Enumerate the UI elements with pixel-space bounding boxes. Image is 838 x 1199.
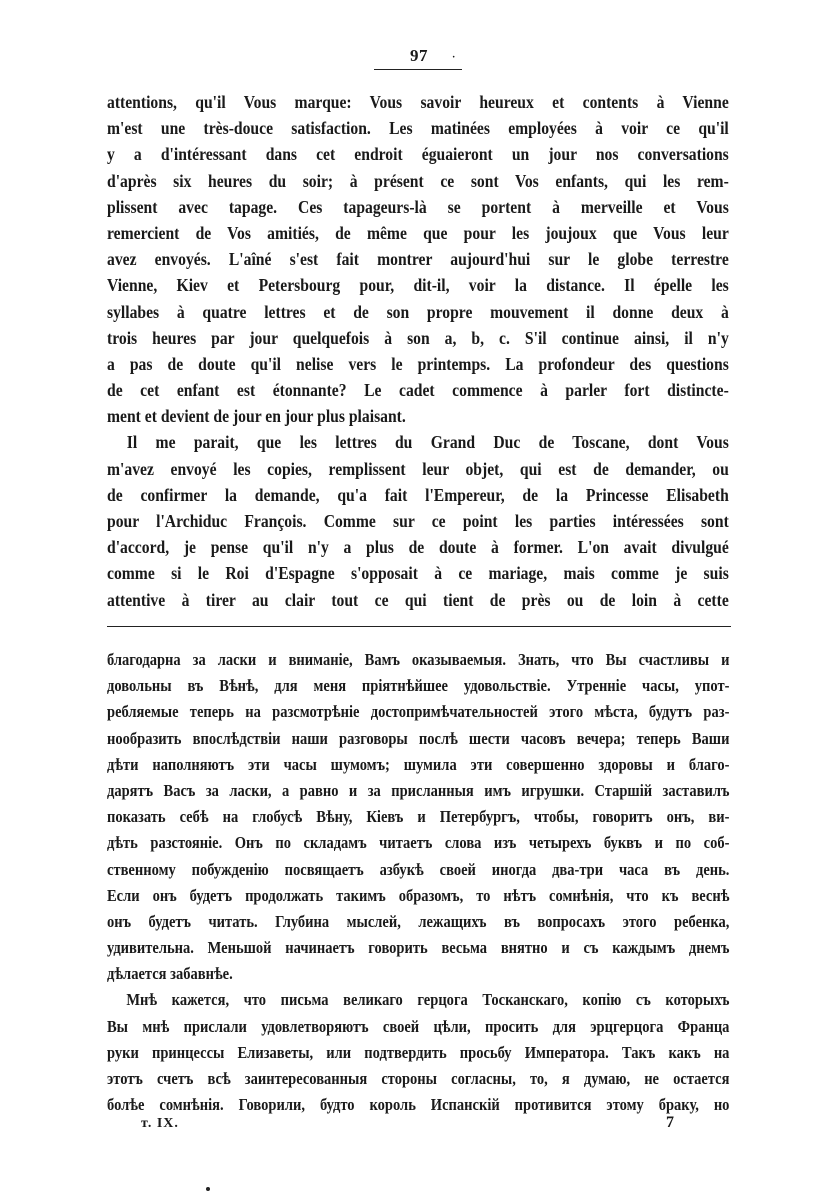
french-text-block (107, 89, 729, 613)
text-line: comme si le Roi d'Espagne s'opposait à ce mariage, mais comme je suis (107, 563, 729, 584)
page-number-mark: · (452, 52, 456, 63)
text-line: дѣти наполняютъ эти часы шумомъ; шумила эти совершенно здоровы и благо- (107, 754, 730, 774)
text-line: attentive à tirer au clair tout ce qui tient de près ou de loin à cette (107, 589, 729, 610)
volume-signature: т. IX. (141, 1116, 179, 1131)
text-line: de cet enfant est étonnante? Le cadet commence à parler fort distincte- (107, 380, 729, 401)
text-line: de confirmer la demande, qu'a fait l'Empereur, de la Princesse Elisabeth (107, 484, 729, 505)
text-line: Мнѣ кажется, что письма великаго герцога Тосканскаго, копію съ которыхъ (126, 990, 730, 1010)
text-line: болѣе сомнѣнія. Говорили, будто король Испанскій противится этому браку, но (107, 1095, 730, 1115)
header-rule (374, 69, 462, 70)
text-line: нообразить впослѣдствіи наши разговоры послѣ шести часовъ вечера; теперь Ваши (107, 728, 730, 748)
text-line: этотъ счетъ всѣ заинтересованныя стороны согласны, то, я думаю, не остается (107, 1069, 730, 1088)
text-line: Vienne, Kiev et Petersbourg pour, dit-il, voir la distance. Il épelle les (107, 275, 729, 296)
text-line: a pas de doute qu'il nelise vers le printemps. La profondeur des questions (107, 353, 729, 374)
text-line: plissent avec tapage. Ces tapageurs-là se portent à merveille et Vous (107, 196, 729, 217)
page-number (0, 46, 838, 66)
text-line: довольны въ Вѣнѣ, для меня пріятнѣйшее удовольствіе. Утренніе часы, упот- (107, 676, 730, 696)
text-line: благодарна за ласки и вниманіе, Вамъ оказываемыя. Знать, что Вы счастливы и (107, 650, 730, 669)
text-line: trois heures par jour quelquefois à son a, b, c. S'il continue ainsi, il n'y (107, 327, 729, 348)
text-line: руки принцессы Елизаветы, или подтвердить просьбу Императора. Такъ какъ на (107, 1042, 730, 1062)
text-line: attentions, qu'il Vous marque: Vous savoir heureux et contents à Vienne (107, 92, 729, 112)
text-line: Il me parait, que les lettres du Grand Duc de Toscane, dont Vous (126, 432, 729, 453)
text-line: m'est une très-douce satisfaction. Les matinées employées à voir ce qu'il (107, 118, 729, 139)
page-number-text: 97 (410, 46, 428, 65)
text-line: Если онъ будетъ продолжать такимъ образомъ, то нѣтъ сомнѣнія, что къ веснѣ (107, 885, 730, 905)
text-line: удивительна. Меньшой начинаетъ говорить весьма внятно и съ каждымъ днемъ (107, 938, 730, 958)
text-line: remercient de Vos amitiés, de même que pour les joujoux que Vous leur (107, 222, 729, 243)
section-separator (107, 626, 731, 627)
text-line: d'après six heures du soir; à présent ce sont Vos enfants, qui les rem- (107, 170, 729, 191)
text-line: ребляемые теперь на разсмотрѣніе достопримѣчательностей этого мѣста, будутъ раз- (107, 702, 730, 722)
ink-speck (206, 1187, 210, 1191)
text-line: ственному побужденію посвящаетъ азбукѣ своей иногда два-три часа въ день. (107, 859, 730, 879)
text-line: дарятъ Васъ за ласки, а равно и за присланныя имъ игрушки. Старшій заставилъ (107, 780, 730, 800)
russian-text-block (107, 647, 729, 1118)
text-line: y a d'intéressant dans cet endroit éguaieront un jour nos conversations (107, 144, 729, 165)
text-line: дѣлается забавнѣе. (107, 964, 233, 984)
text-line: d'accord, je pense qu'il n'y a plus de doute à former. L'on avait divulgué (107, 537, 729, 558)
text-line: m'avez envoyé les copies, remplissent leur objet, qui est de demander, ou (107, 458, 729, 479)
text-line: показать себѣ на глобусѣ Вѣну, Кіевъ и Петербургъ, чтобы, говоритъ онъ, ви- (107, 807, 730, 827)
text-line: pour l'Archiduc François. Comme sur ce point les parties intéressées sont (107, 511, 729, 531)
text-line: avez envoyés. L'aîné s'est fait montrer aujourd'hui sur le globe terrestre (107, 249, 729, 270)
text-line: дѣть разстояніе. Онъ по складамъ читаетъ слова изъ четырехъ буквъ и по соб- (107, 833, 730, 853)
text-line: Вы мнѣ прислали удовлетворяютъ своей цѣли, просить для эрцгерцога Франца (107, 1016, 730, 1036)
text-line: ment et devient de jour en jour plus plaisant. (107, 406, 406, 427)
text-line: онъ будетъ читать. Глубина мыслей, лежащихъ въ вопросахъ этого ребенка, (107, 911, 730, 931)
sheet-number: 7 (666, 1114, 674, 1131)
text-line: syllabes à quatre lettres et de son propre mouvement il donne deux à (107, 301, 729, 322)
